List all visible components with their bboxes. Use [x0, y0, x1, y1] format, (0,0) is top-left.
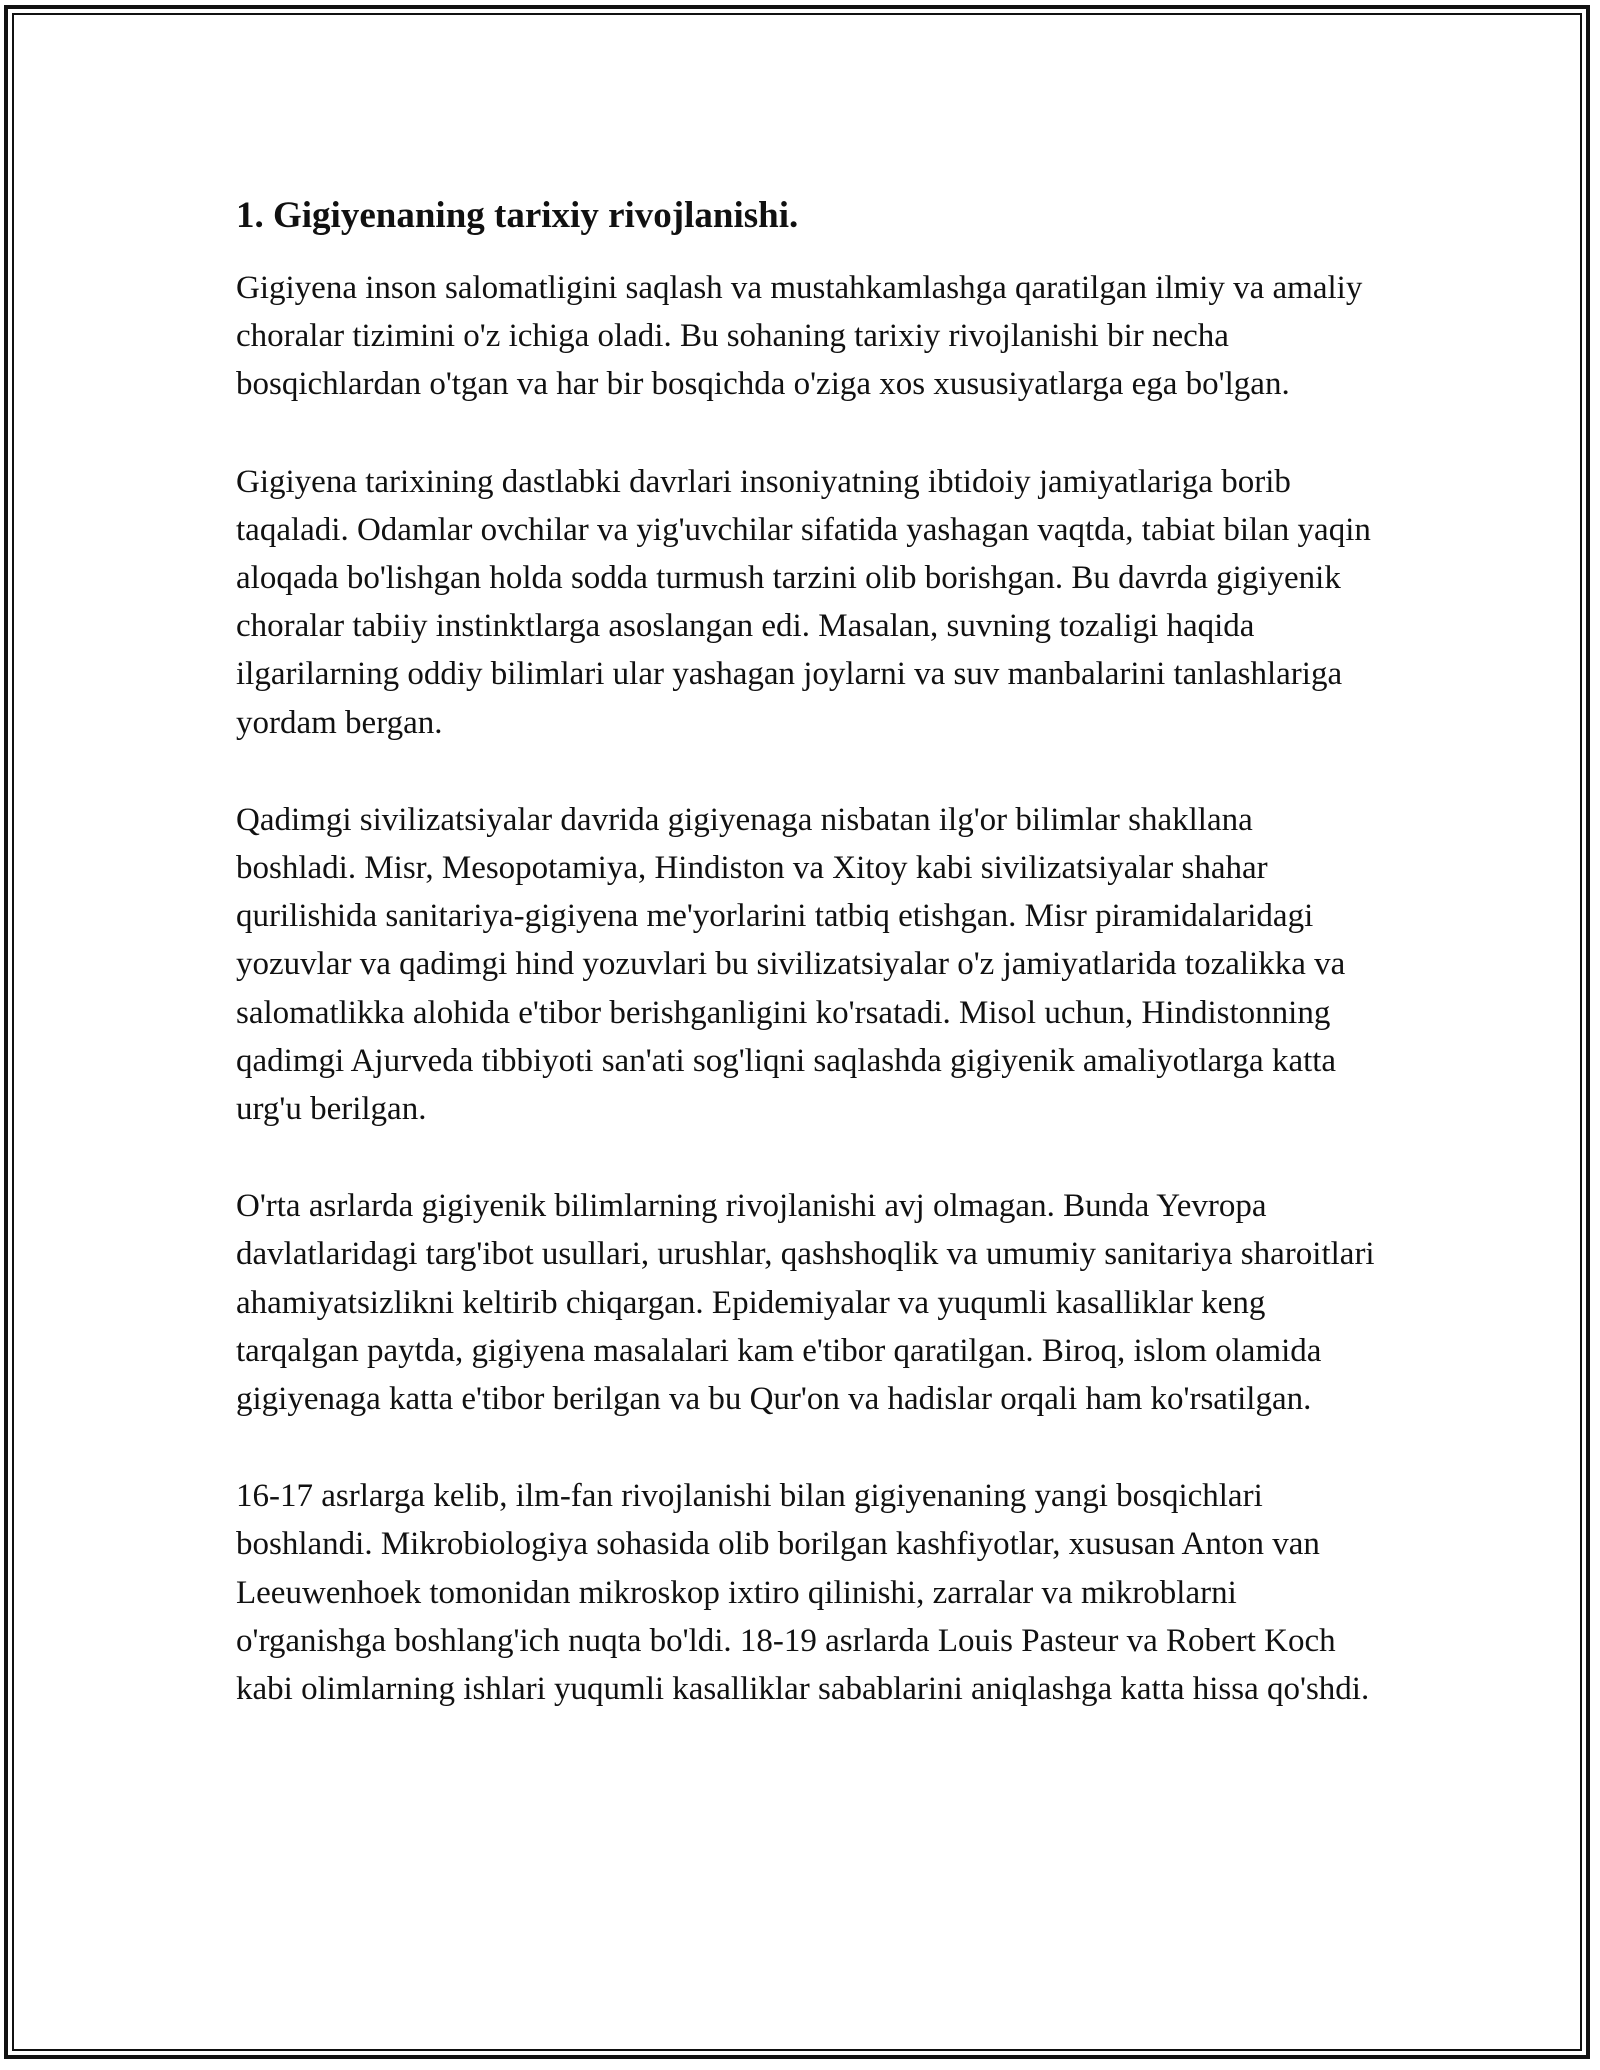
paragraph-middle-ages: O'rta asrlarda gigiyenik bilimlarning rivojlanishi avj olmagan. Bunda Yevropa davlatlaridagi targ'ibot usullari, urushlar, qashshoqlik va umumiy sanitariya sharoitlari ahamiyatsizlikni keltirib chiqargan. Epidemiyalar va yuqumli kasalliklar keng tarqalgan paytda, gigiyena masalalari kam e'tibor qaratilgan. Biroq, islom olamida gigiyenaga katta e'tibor berilgan va bu Qur'on va hadislar orqali ham ko'rsatilgan.: [236, 1188, 1375, 1418]
paragraph-ancient-civilizations: Qadimgi sivilizatsiyalar davrida gigiyenaga nisbatan ilg'or bilimlar shakllana boshladi. Misr, Mesopotamiya, Hindiston va Xitoy kabi sivilizatsiyalar shahar qurilishida sanitariya-gigiyena me'yorlarini tatbiq etishgan. Misr piramidalaridagi yozuvlar va qadimgi hind yozuvlari bu sivilizatsiyalar o'z jamiyatlarida tozalikka va salomatlikka alohida e'tibor berishganligini ko'rsatadi. Misol uchun, Hindistonning qadimgi Ajurveda tibbiyoti san'ati sog'liqni saqlashda gigiyenik amaliyotlarga katta urg'u berilgan.: [236, 801, 1346, 1128]
document-body: [236, 188, 1376, 1713]
section-heading: 1. Gigiyenaning tarixiy rivojlanishi.: [236, 195, 799, 236]
paragraph-intro: Gigiyena inson salomatligini saqlash va mustahkamlashga qaratilgan ilmiy va amaliy choralar tizimini o'z ichiga oladi. Bu sohaning tarixiy rivojlanishi bir necha bosqichlardan o'tgan va har bir bosqichda o'ziga xos xususiyatlarga ega bo'lgan.: [236, 270, 1363, 403]
paragraph-primitive-era: Gigiyena tarixining dastlabki davrlari insoniyatning ibtidoiy jamiyatlariga borib taqaladi. Odamlar ovchilar va yig'uvchilar sifatida yashagan vaqtda, tabiat bilan yaqin aloqada bo'lishgan holda sodda turmush tarzini olib borishgan. Bu davrda gigiyenik choralar tabiiy instinktlarga asoslangan edi. Masalan, suvning tozaligi haqida ilgarilarning oddiy bilimlari ular yashagan joylarni va suv manbalarini tanlashlariga yordam bergan.: [236, 463, 1371, 741]
paragraph-scientific-era: 16-17 asrlarga kelib, ilm-fan rivojlanishi bilan gigiyenaning yangi bosqichlari boshlandi. Mikrobiologiya sohasida olib borilgan kashfiyotlar, xususan Anton van Leeuwenhoek tomonidan mikroskop ixtiro qilinishi, zarralar va mikroblarni o'rganishga boshlang'ich nuqta bo'ldi. 18-19 asrlarda Louis Pasteur va Robert Koch kabi olimlarning ishlari yuqumli kasalliklar sabablarini aniqlashga katta hissa qo'shdi.: [236, 1478, 1370, 1708]
